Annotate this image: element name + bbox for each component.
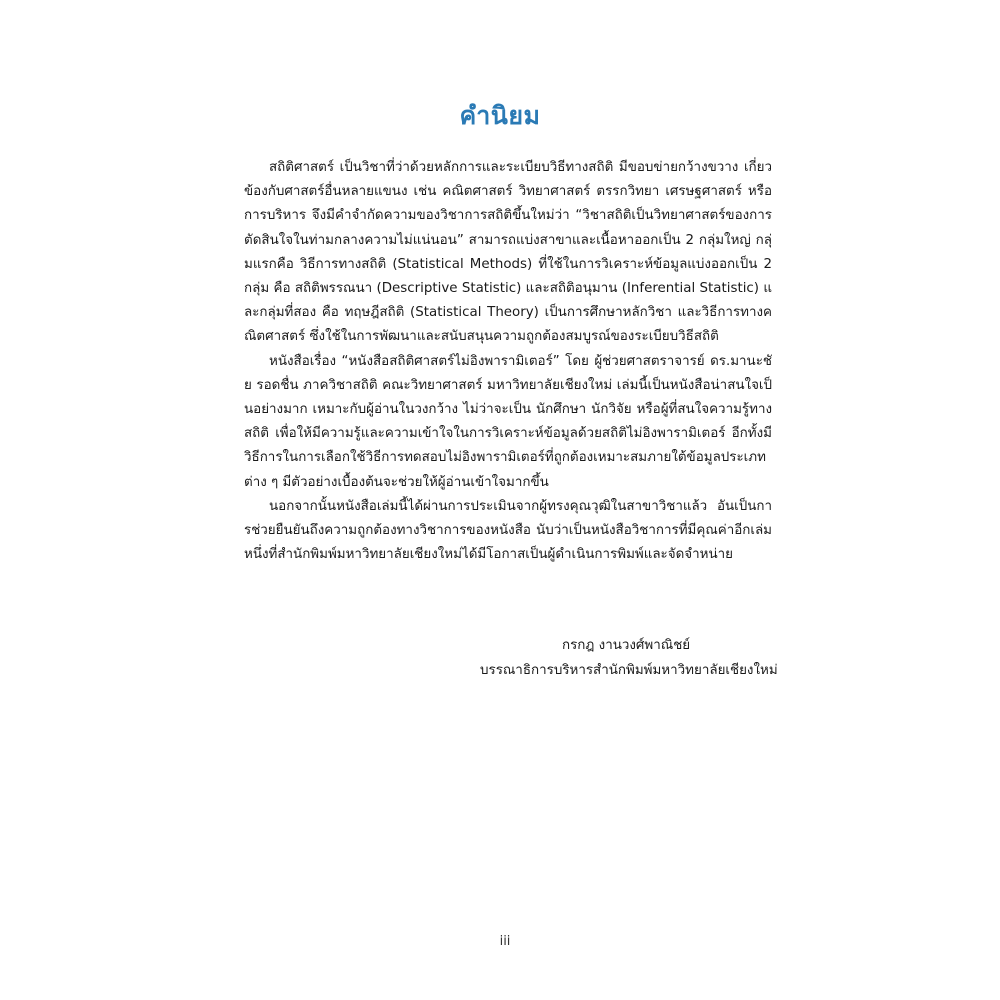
paragraph-2: หนังสือเรื่อง “หนังสือสถิติศาสตร์ไม่อิงพารามิเตอร์” โดย ผู้ช่วยศาสตราจารย์ ดร.มานะชัย รอดชื่น ภาควิชาสถิติ คณะวิทยาศาสตร์ มหาวิทยาลัยเชียงใหม่ เล่มนี้เป็นหนังสือน่าสนใจเป็นอย่างมาก เหมาะกับผู้อ่านในวงกว้าง ไม่ว่าจะเป็น นักศึกษา นักวิจัย หรือผู้ที่สนใจความรู้ทางสถิติ เพื่อให้มีความรู้และความเข้าใจในการวิเคราะห์ข้อมูลด้วยสถิติไม่อิงพารามิเตอร์ อีกทั้งมีวิธีการในการเลือกใช้วิธีการทดสอบไม่อิงพารามิเตอร์ที่ถูกต้องเหมาะสมภายใต้ข้อมูลประเภทต่าง ๆ มีตัวอย่างเบื้องต้นจะช่วยให้ผู้อ่านเข้าใจมากขึ้น: [244, 353, 772, 490]
body-text: [244, 156, 772, 567]
paragraph-1: สถิติศาสตร์ เป็นวิชาที่ว่าด้วยหลักการและระเบียบวิธีทางสถิติ มีขอบข่ายกว้างขวาง เกี่ยวข้องกับศาสตร์อื่นหลายแขนง เช่น คณิตศาสตร์ วิทยาศาสตร์ ตรรกวิทยา เศรษฐศาสตร์ หรือ การบริหาร จึงมีคำจำกัดความของวิชาการสถิติขึ้นใหม่ว่า “วิชาสถิติเป็นวิทยาศาสตร์ของการตัดสินใจในท่ามกลางความไม่แน่นอน” สามารถแบ่งสาขาและเนื้อหาออกเป็น 2 กลุ่มใหญ่ กลุ่มแรกคือ วิธีการทางสถิติ (Statistical Methods) ที่ใช้ในการวิเคราะห์ข้อมูลแบ่งออกเป็น 2 กลุ่ม คือ สถิติพรรณนา (Descriptive Statistic) และสถิติอนุมาน (Inferential Statistic) และกลุ่มที่สอง คือ ทฤษฎีสถิติ (Statistical Theory) เป็นการศึกษาหลักวิชา และวิธีการทางคณิตศาสตร์ ซึ่งใช้ในการพัฒนาและสนับสนุนความถูกต้องสมบูรณ์ของระเบียบวิธีสถิติ: [244, 160, 772, 345]
page-number: iii: [499, 934, 511, 949]
page-title: คำนิยม: [459, 101, 541, 130]
paragraph-3: นอกจากนั้นหนังสือเล่มนี้ได้ผ่านการประเมินจากผู้ทรงคุณวุฒิในสาขาวิชาแล้ว อันเป็นการช่วยยืนยันถึงความถูกต้องทางวิชาการของหนังสือ นับว่าเป็นหนังสือวิชาการที่มีคุณค่าอีกเล่มหนึ่งที่สำนักพิมพ์มหาวิทยาลัยเชียงใหม่ได้มีโอกาสเป็นผู้ดำเนินการพิมพ์และจัดจำหน่าย: [244, 498, 772, 563]
signature-name: กรกฎ งานวงศ์พาณิชย์: [562, 638, 691, 653]
signature-position: บรรณาธิการบริหารสำนักพิมพ์มหาวิทยาลัยเชียงใหม่: [480, 663, 778, 678]
signature-block: [480, 633, 780, 683]
